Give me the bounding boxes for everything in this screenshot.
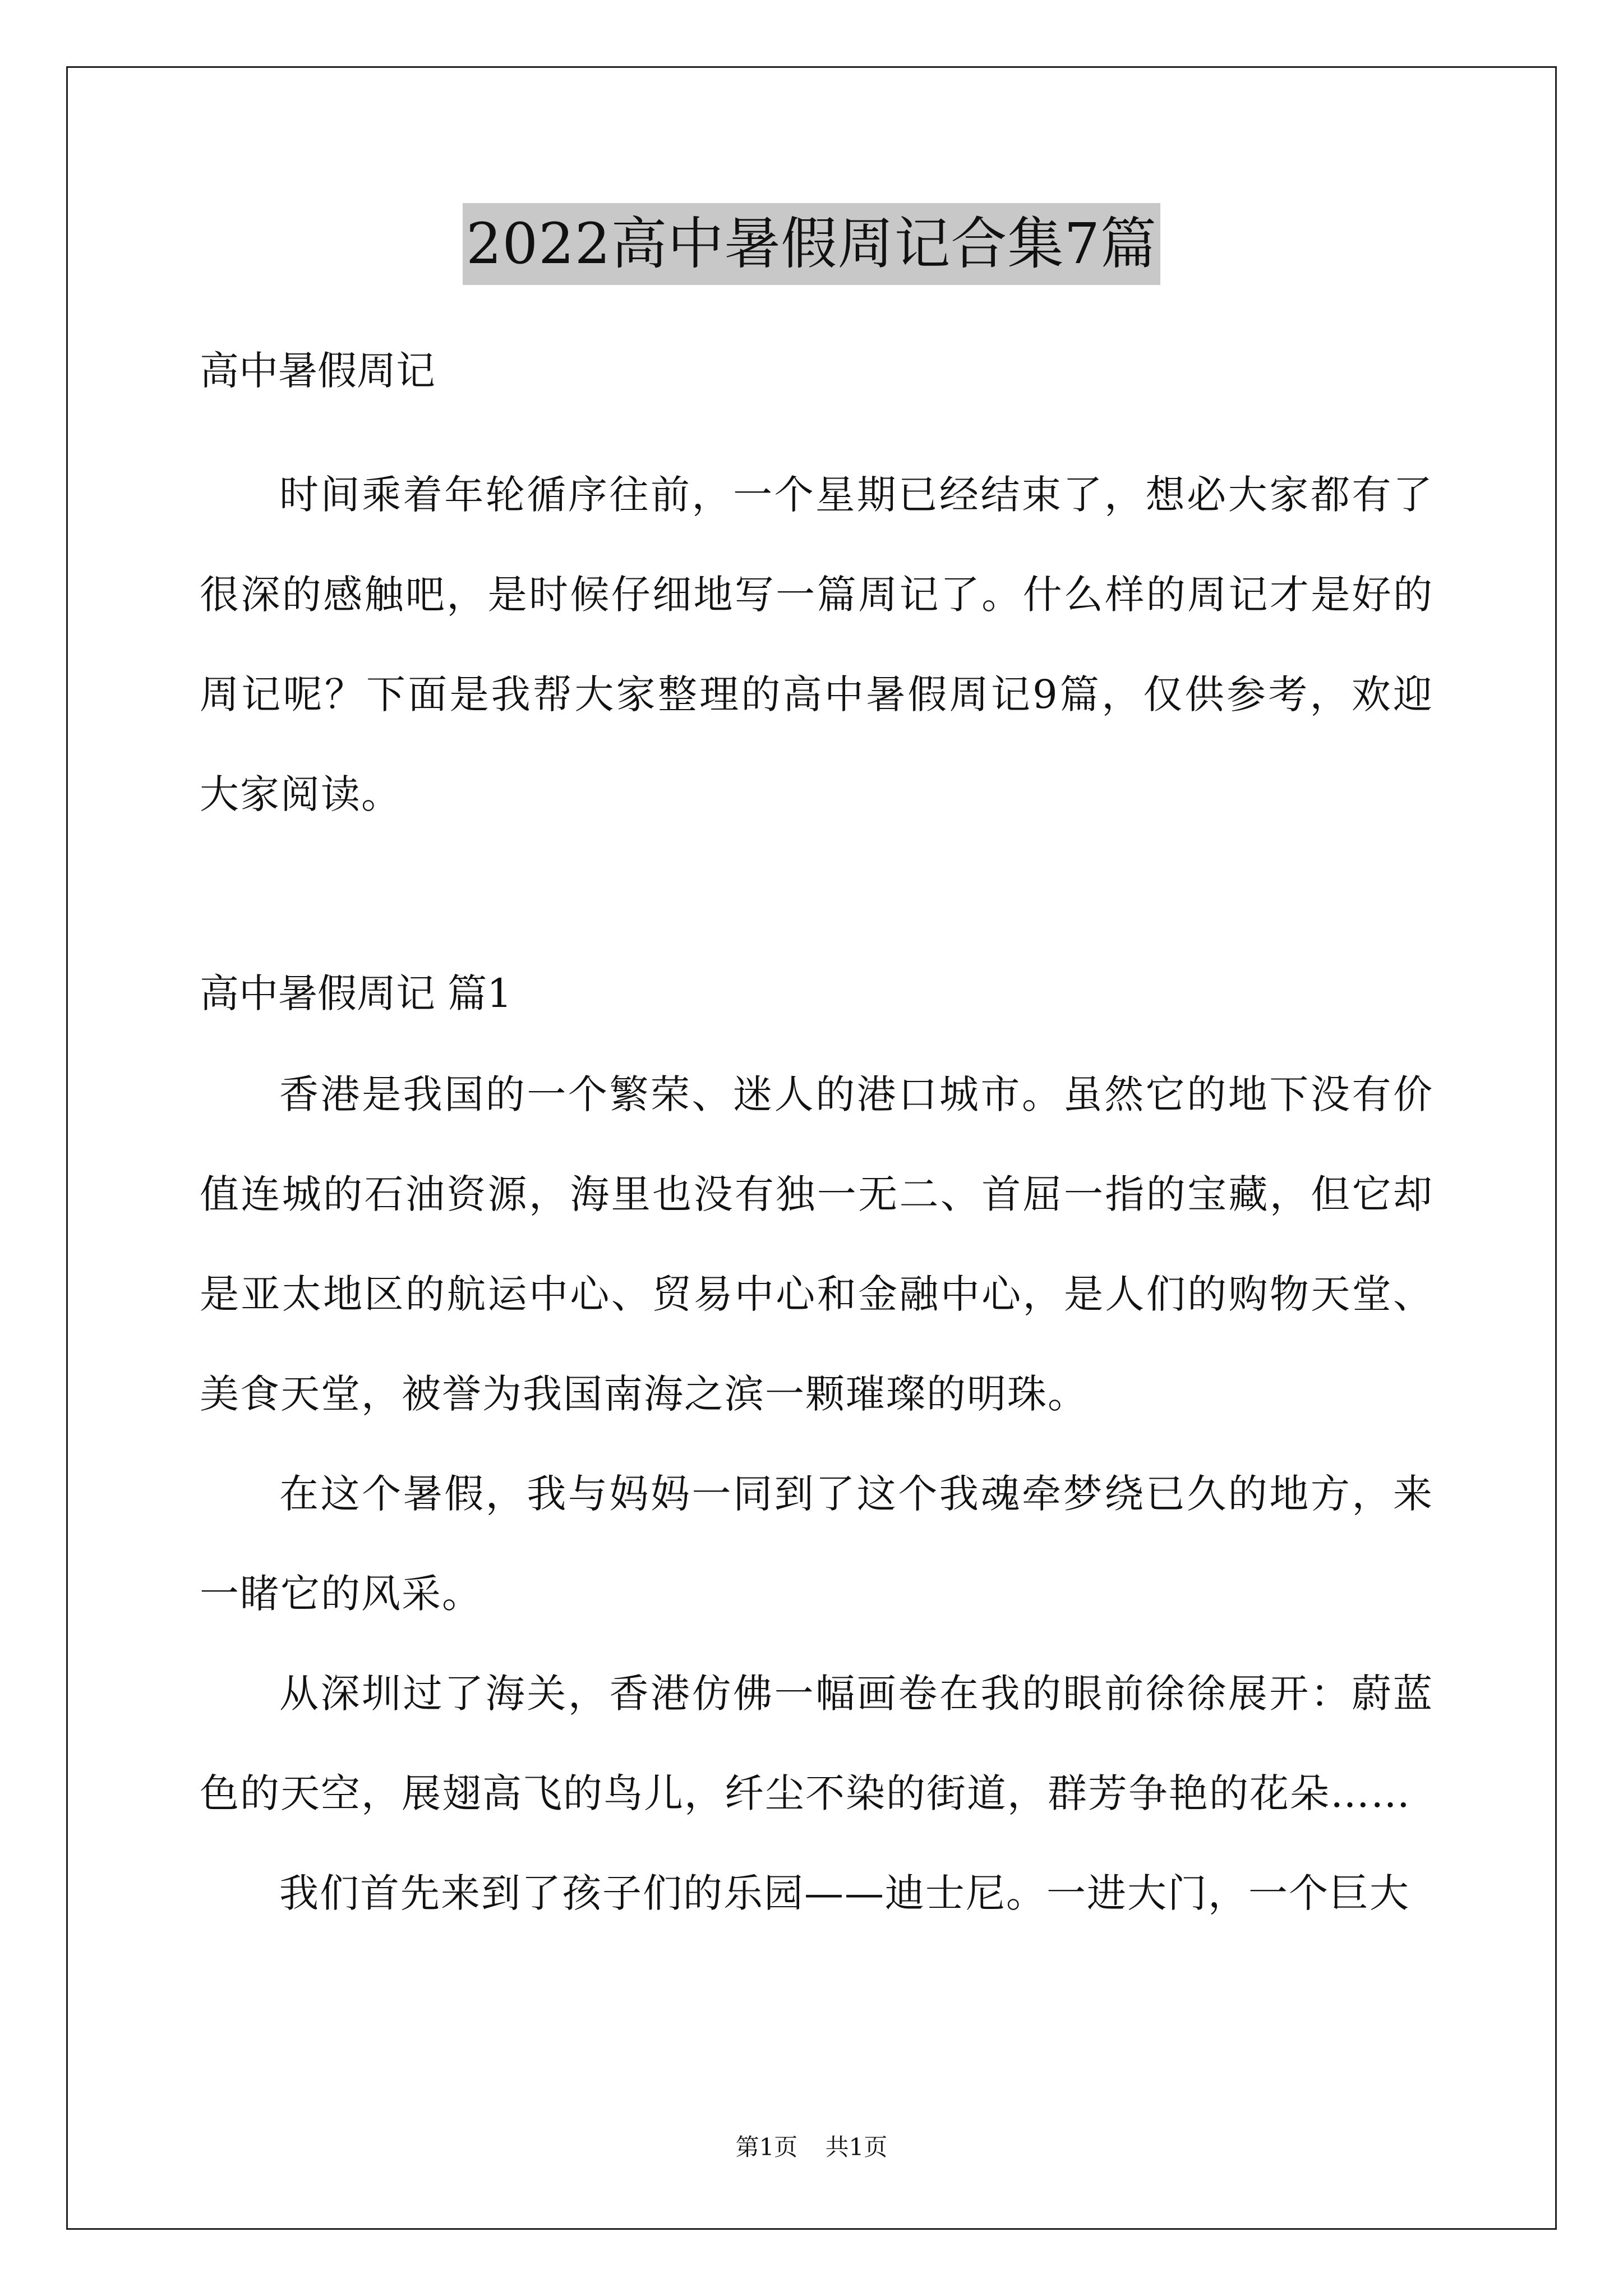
page-total: 共1页 — [825, 2133, 888, 2161]
title-wrap — [0, 203, 1623, 285]
paragraph: 在这个暑假，我与妈妈一同到了这个我魂牵梦绕已久的地方，来一睹它的风采。 — [200, 1471, 1433, 1617]
document-body — [200, 345, 1433, 1943]
document-title: 2022高中暑假周记合集7篇 — [463, 203, 1160, 285]
page-footer — [0, 2131, 1623, 2164]
heading: 高中暑假周记 — [200, 348, 435, 394]
paragraph: 从深圳过了海关，香港仿佛一幅画卷在我的眼前徐徐展开：蔚蓝色的天空，展翅高飞的鸟儿，纤尘不染的街道，群芳争艳的花朵…… — [200, 1671, 1433, 1816]
intro-paragraph: 时间乘着年轮循序往前，一个星期已经结束了，想必大家都有了很深的感触吧，是时候仔细地写一篇周记了。什么样的周记才是好的周记呢？下面是我帮大家整理的高中暑假周记9篇，仅供参考，欢迎大家阅读。 — [200, 472, 1433, 817]
page-number: 第1页 — [735, 2133, 798, 2161]
paragraph: 香港是我国的一个繁荣、迷人的港口城市。虽然它的地下没有价值连城的石油资源，海里也没有独一无二、首屈一指的宝藏，但它却是亚太地区的航运中心、贸易中心和金融中心，是人们的购物天堂、美食天堂，被誉为我国南海之滨一颗璀璨的明珠。 — [200, 1071, 1433, 1417]
section1-heading: 高中暑假周记 篇1 — [200, 970, 512, 1016]
paragraph: 我们首先来到了孩子们的乐园——迪士尼。一进大门，一个巨大 — [279, 1870, 1410, 1916]
